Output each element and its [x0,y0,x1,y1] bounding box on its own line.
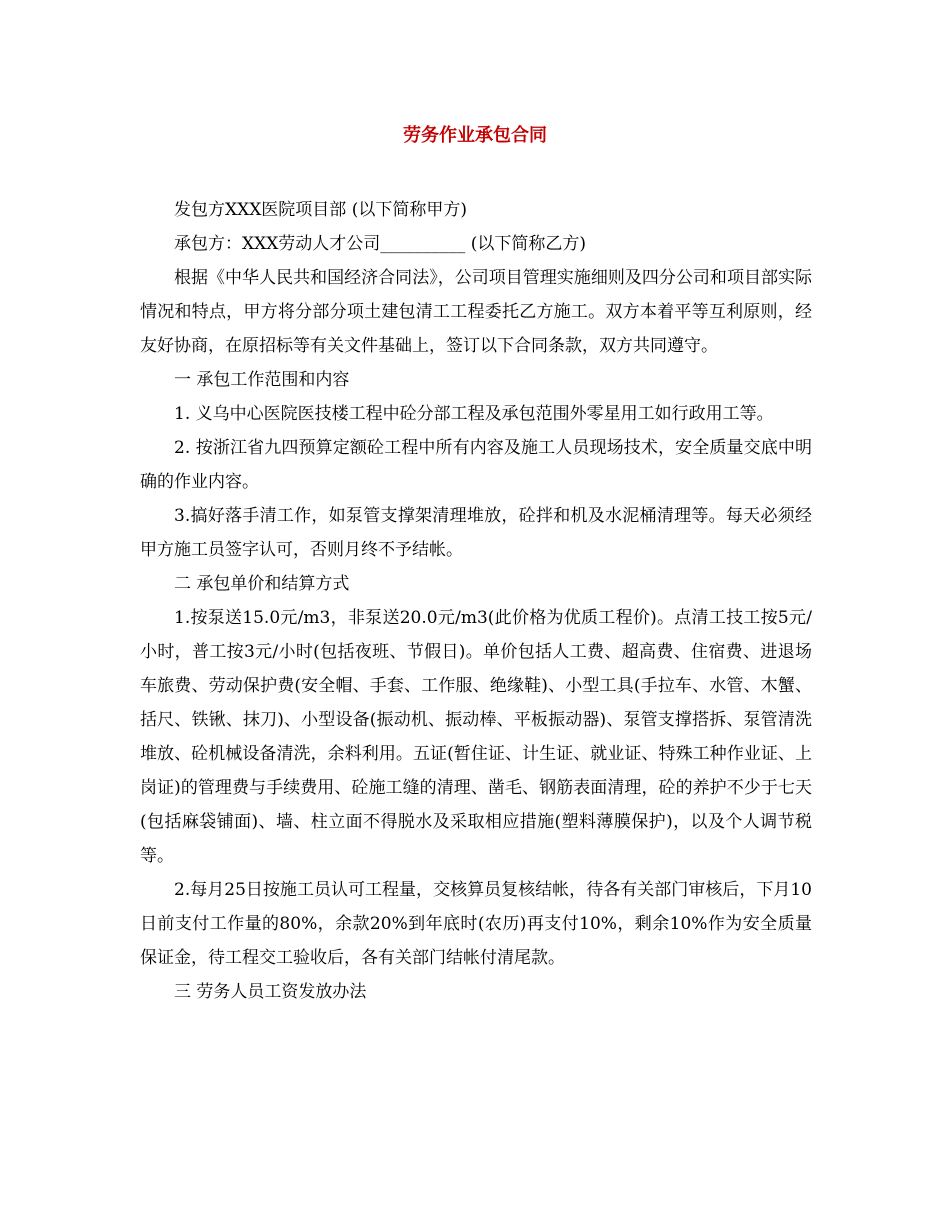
clause-2-2: 2.每月25日按施工员认可工程量，交核算员复核结帐，待各有关部门审核后，下月10日前支付工作量的80%，余款20%到年底时(农历)再支付10%，剩余10%作为安全质量保证金，待工程交工验收后，各有关部门结帐付清尾款。 [140,880,812,968]
section-heading-1: 一 承包工作范围和内容 [174,370,350,390]
document-title: 劳务作业承包合同 [403,125,547,146]
paragraph-subcontractor: 承包方：XXX劳动人才公司__________ (以下简称乙方) [174,234,586,254]
section-heading-2: 二 承包单价和结算方式 [174,574,350,594]
clause-1-3: 3.搞好落手清工作，如泵管支撑架清理堆放，砼拌和机及水泥桶清理等。每天必须经甲方施工员签字认可，否则月终不予结帐。 [140,506,812,560]
clause-1-2: 2. 按浙江省九四预算定额砼工程中所有内容及施工人员现场技术，安全质量交底中明确的作业内容。 [140,438,812,492]
section-heading-3: 三 劳务人员工资发放办法 [174,982,367,1002]
clause-2-1: 1.按泵送15.0元/m3，非泵送20.0元/m3(此价格为优质工程价)。点清工技工按5元/小时，普工按3元/小时(包括夜班、节假日)。单价包括人工费、超高费、住宿费、进退场车旅费、劳动保护费(安全帽、手套、工作服、绝缘鞋)、小型工具(手拉车、水管、木蟹、括尺、铁锹、抹刀)、小型设备(振动机、振动棒、平板振动器)、泵管支撑搭拆、泵管清洗堆放、砼机械设备清洗，余料利用。五证(暂住证、计生证、就业证、特殊工种作业证、上岗证)的管理费与手续费用、砼施工缝的清理、凿毛、钢筋表面清理，砼的养护不少于七天(包括麻袋铺面)、墙、柱立面不得脱水及采取相应措施(塑料薄膜保护)，以及个人调节税等。 [140,608,812,866]
paragraph-contractor: 发包方XXX医院项目部 (以下简称甲方) [174,200,467,220]
paragraph-preamble: 根据《中华人民共和国经济合同法》，公司项目管理实施细则及四分公司和项目部实际情况和特点，甲方将分部分项土建包清工工程委托乙方施工。双方本着平等互利原则，经友好协商，在原招标等有关文件基础上，签订以下合同条款，双方共同遵守。 [140,268,812,356]
clause-1-1: 1. 义乌中心医院医技楼工程中砼分部工程及承包范围外零星用工如行政用工等。 [174,404,774,424]
document-body [140,193,812,1009]
